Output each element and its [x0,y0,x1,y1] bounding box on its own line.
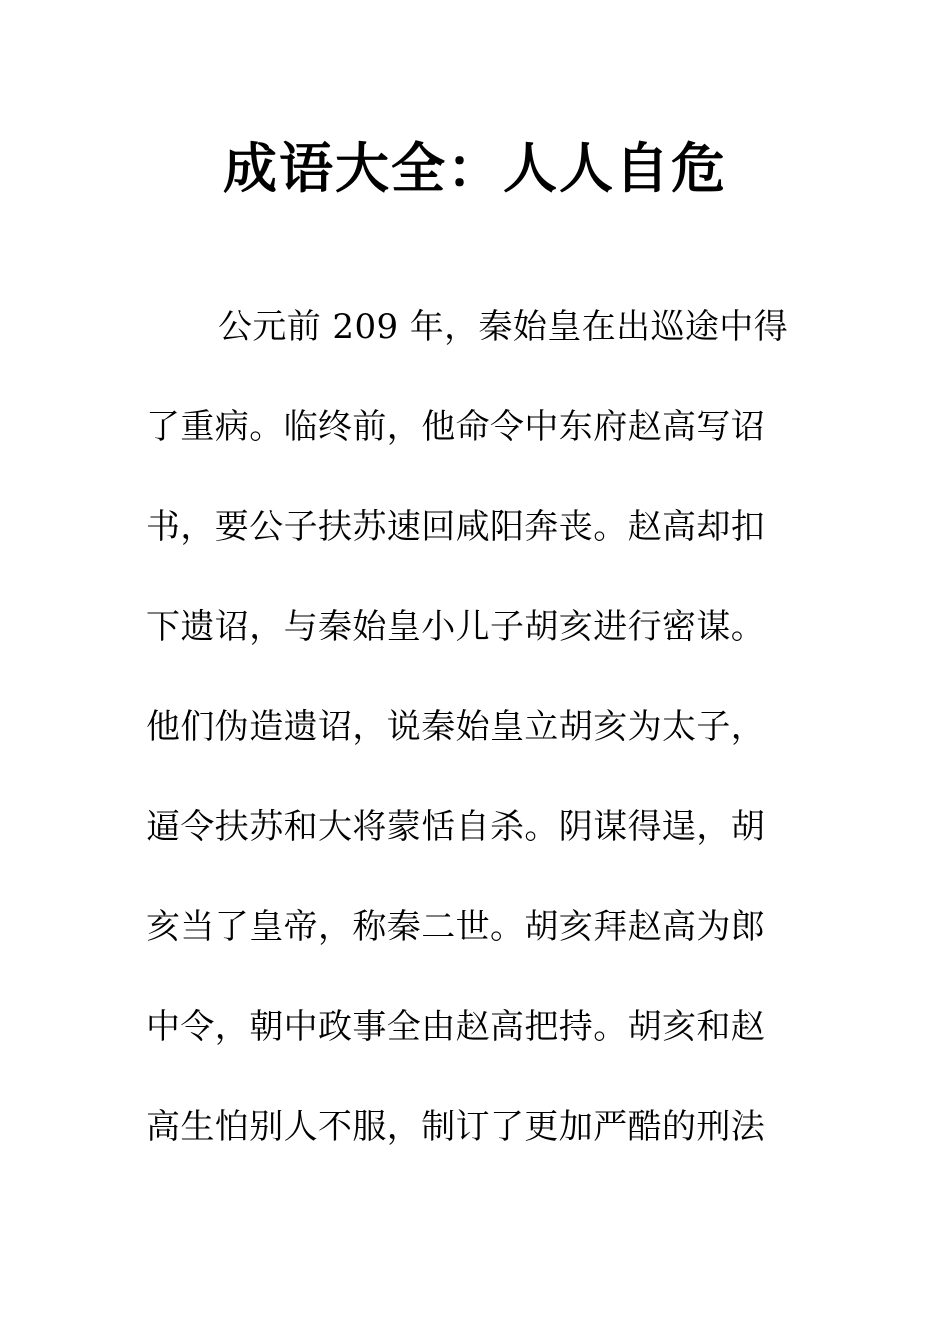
paragraph-line: 逼令扶苏和大将蒙恬自杀。阴谋得逞，胡 [146,807,766,847]
paragraph-line: 公元前 209 年，秦始皇在出巡途中得 [218,307,789,347]
paragraph-line: 书，要公子扶苏速回咸阳奔丧。赵高却扣 [146,507,766,547]
paragraph-line: 中令，朝中政事全由赵高把持。胡亥和赵 [146,1007,766,1047]
paragraph-line: 亥当了皇帝，称秦二世。胡亥拜赵高为郎 [146,907,766,947]
paragraph-line: 了重病。临终前，他命令中东府赵高写诏 [146,407,766,447]
body-paragraph [146,300,810,1200]
paragraph-line: 下遗诏，与秦始皇小儿子胡亥进行密谋。 [146,607,766,647]
paragraph-line: 他们伪造遗诏，说秦始皇立胡亥为太子， [146,707,766,747]
document-title: 成语大全：人人自危 [223,137,727,200]
paragraph-line: 高生怕别人不服，制订了更加严酷的刑法 [146,1107,766,1147]
